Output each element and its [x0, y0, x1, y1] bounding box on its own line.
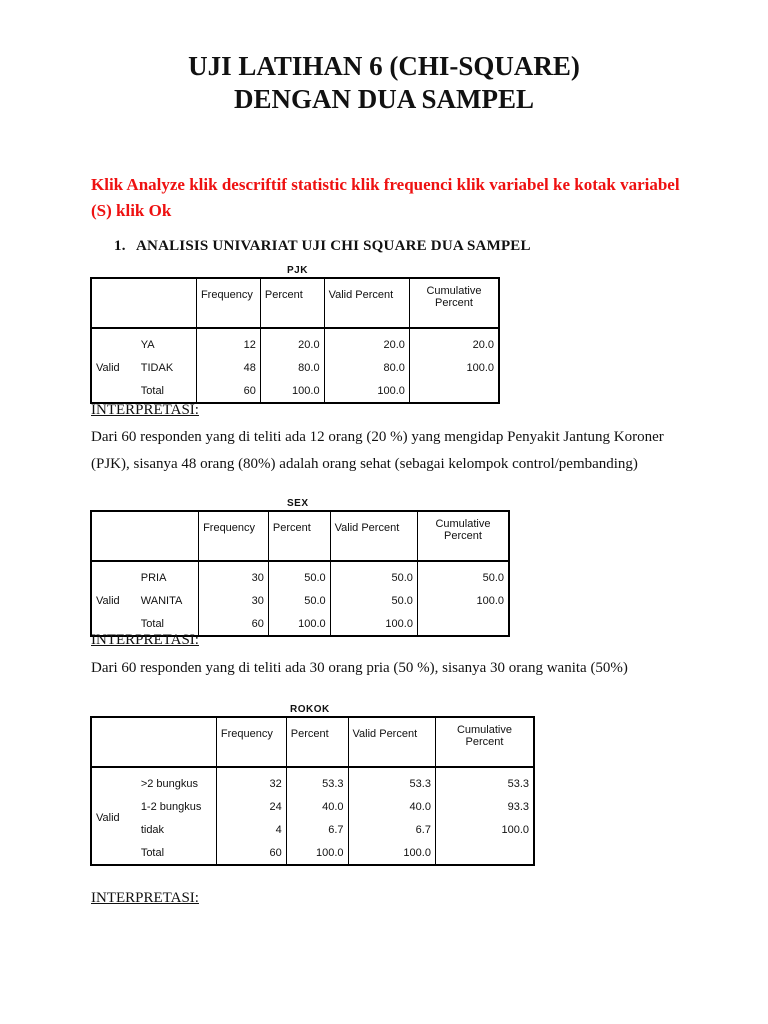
cell-valid-percent: 50.0: [330, 589, 417, 612]
cell-cumulative: [435, 841, 534, 865]
cell-percent: 6.7: [286, 818, 348, 841]
cell-frequency: 60: [199, 612, 269, 636]
cell-frequency: 4: [216, 818, 286, 841]
frequency-table-sex: [90, 510, 510, 637]
cell-percent: 40.0: [286, 795, 348, 818]
cell-percent: 53.3: [286, 767, 348, 795]
table-row: [91, 589, 509, 612]
cell-percent: 50.0: [268, 561, 330, 589]
cell-frequency: 48: [196, 356, 260, 379]
interpretation-text: Dari 60 responden yang di teliti ada 30 orang pria (50 %), sisanya 30 orang wanita (50%): [91, 660, 628, 676]
cell-cumulative: 93.3: [507, 800, 529, 813]
header-valid-percent: Valid Percent: [348, 717, 435, 767]
cell-valid-percent: 80.0: [324, 356, 409, 379]
table-row: [91, 795, 534, 818]
table-caption-pjk: PJK: [287, 265, 308, 276]
header-valid-percent: Valid Percent: [324, 278, 409, 328]
cell-cumulative: [417, 612, 509, 636]
section-title: ANALISIS UNIVARIAT UJI CHI SQUARE DUA SAMPEL: [136, 238, 531, 254]
table-row: [91, 356, 499, 379]
cell-cumulative: 100.0: [466, 361, 494, 374]
cell-cumulative: 20.0: [472, 338, 494, 351]
instruction-text: Klik Analyze klik descriftif statistic klik frequenci klik variabel ke kotak variabel (S) klik Ok: [91, 175, 680, 220]
header-valid-percent: Valid Percent: [330, 511, 417, 561]
header-frequency: Frequency: [199, 511, 269, 561]
row-label: >2 bungkus: [137, 767, 217, 795]
cell-valid-percent: 6.7: [348, 818, 435, 841]
cell-valid-percent: 40.0: [348, 795, 435, 818]
cell-frequency: 60: [196, 379, 260, 403]
header-percent: Percent: [286, 717, 348, 767]
cell-percent: 20.0: [260, 328, 324, 356]
row-label: Total: [137, 612, 199, 636]
row-label: TIDAK: [137, 356, 197, 379]
valid-label: Valid: [96, 361, 120, 374]
table-row: [91, 561, 509, 589]
cell-valid-percent: 100.0: [330, 612, 417, 636]
valid-label: Valid: [96, 594, 120, 607]
header-percent: Percent: [260, 278, 324, 328]
row-label: 1-2 bungkus: [137, 795, 217, 818]
cell-percent: 80.0: [260, 356, 324, 379]
table-row: [91, 841, 534, 865]
cell-cumulative: [409, 379, 499, 403]
cell-frequency: 32: [216, 767, 286, 795]
table-row: [91, 328, 499, 356]
row-label: tidak: [137, 818, 217, 841]
cell-percent: 50.0: [268, 589, 330, 612]
cell-percent: 100.0: [260, 379, 324, 403]
row-label: Total: [137, 841, 217, 865]
row-label: PRIA: [137, 561, 199, 589]
page-title-line2: DENGAN DUA SAMPEL: [233, 84, 535, 114]
interpretation-label: INTERPRETASI:: [91, 632, 199, 648]
header-cumulative-percent: Cumulative Percent: [417, 511, 509, 561]
table-row: [91, 767, 534, 795]
cell-frequency: 60: [216, 841, 286, 865]
cell-valid-percent: 50.0: [330, 561, 417, 589]
table-row: [91, 379, 499, 403]
cell-valid-percent: 100.0: [324, 379, 409, 403]
cell-valid-percent: 53.3: [348, 767, 435, 795]
row-label: WANITA: [137, 589, 199, 612]
cell-cumulative: 50.0: [482, 571, 504, 584]
cell-valid-percent: 20.0: [324, 328, 409, 356]
table-caption-sex: SEX: [287, 498, 309, 509]
frequency-table-pjk: [90, 277, 500, 404]
cell-percent: 100.0: [268, 612, 330, 636]
cell-frequency: 30: [199, 589, 269, 612]
header-percent: Percent: [268, 511, 330, 561]
interpretation-label: INTERPRETASI:: [91, 402, 199, 418]
interpretation-label: INTERPRETASI:: [91, 890, 199, 906]
frequency-table-rokok: [90, 716, 535, 866]
header-frequency: Frequency: [216, 717, 286, 767]
section-number: 1.: [114, 238, 126, 254]
cell-cumulative: 100.0: [501, 823, 529, 836]
page-title-line1: UJI LATIHAN 6 (CHI-SQUARE): [188, 51, 580, 81]
interpretation-text: Dari 60 responden yang di teliti ada 12 orang (20 %) yang mengidap Penyakit Jantung Koroner (PJK), sisanya 48 orang (80%) adalah orang sehat (sebagai kelompok control/pembanding): [91, 429, 664, 472]
header-frequency: Frequency: [196, 278, 260, 328]
cell-cumulative: 100.0: [476, 594, 504, 607]
row-label: Total: [137, 379, 197, 403]
valid-label: Valid: [96, 812, 120, 824]
header-cumulative-percent: Cumulative Percent: [435, 717, 534, 767]
header-cumulative-percent: Cumulative Percent: [409, 278, 499, 328]
cell-cumulative: 53.3: [507, 777, 529, 790]
cell-frequency: 30: [199, 561, 269, 589]
cell-percent: 100.0: [286, 841, 348, 865]
cell-valid-percent: 100.0: [348, 841, 435, 865]
table-row: [91, 818, 534, 841]
row-label: YA: [137, 328, 197, 356]
cell-frequency: 12: [196, 328, 260, 356]
table-caption-rokok: ROKOK: [290, 704, 330, 715]
cell-frequency: 24: [216, 795, 286, 818]
